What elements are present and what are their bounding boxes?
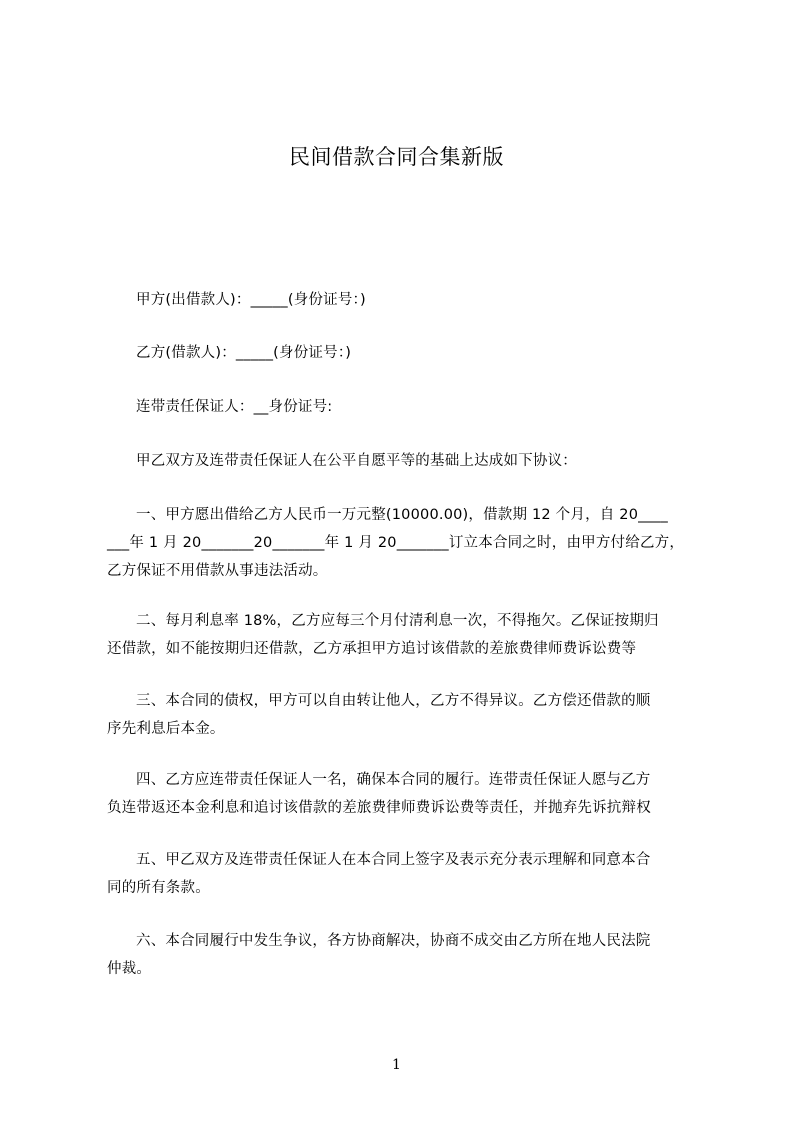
- clause-3-line-1: 三、本合同的债权，甲方可以自由转让他人，乙方不得异议。乙方偿还借款的顺: [136, 693, 651, 709]
- clause-1: [107, 501, 699, 585]
- clause-6: [107, 927, 699, 983]
- party-a-line: 甲方(出借款人)：_____(身份证号：): [136, 292, 366, 308]
- clause-2-line-1: 二、每月利息率 18%，乙方应每三个月付清利息一次，不得拖欠。乙保证按期归: [136, 613, 659, 629]
- clause-4: [107, 766, 699, 822]
- clause-1-line-3: 乙方保证不用借款从事违法活动。: [107, 563, 328, 579]
- party-b-line: 乙方(借款人)：_____(身份证号：): [136, 345, 352, 361]
- clause-3-line-2: 序先利息后本金。: [107, 721, 225, 737]
- guarantor-line: 连带责任保证人：__身份证号:: [136, 399, 333, 415]
- clause-5-line-2: 同的所有条款。: [107, 880, 210, 896]
- preamble-paragraph: 甲乙双方及连带责任保证人在公平自愿平等的基础上达成如下协议：: [136, 453, 577, 469]
- clause-5-line-1: 五、甲乙双方及连带责任保证人在本合同上签字及表示充分表示理解和同意本合: [136, 852, 651, 868]
- clause-5: [107, 846, 699, 902]
- clause-4-line-2: 负连带返还本金利息和追讨该借款的差旅费律师费诉讼费等责任，并抛弃先诉抗辩权: [107, 800, 651, 816]
- page-number: 1: [392, 1057, 401, 1073]
- clause-3: [107, 687, 699, 743]
- clause-1-line-1: 一、甲方愿出借给乙方人民币一万元整(10000.00)，借款期 12 个月，自 20____: [136, 507, 668, 523]
- document-title: 民间借款合同合集新版: [289, 145, 504, 169]
- clause-6-line-2: 仲裁。: [107, 961, 152, 977]
- clause-2-line-2: 还借款，如不能按期归还借款，乙方承担甲方追讨该借款的差旅费律师费诉讼费等: [107, 641, 637, 657]
- clause-4-line-1: 四、乙方应连带责任保证人一名，确保本合同的履行。连带责任保证人愿与乙方: [136, 772, 651, 788]
- clause-6-line-1: 六、本合同履行中发生争议，各方协商解决，协商不成交由乙方所在地人民法院: [136, 933, 651, 949]
- clause-2: [107, 607, 699, 663]
- clause-1-line-2: ___年 1 月 20_______20_______年 1 月 20_______订立本合同之时，由甲方付给乙方，: [107, 535, 685, 551]
